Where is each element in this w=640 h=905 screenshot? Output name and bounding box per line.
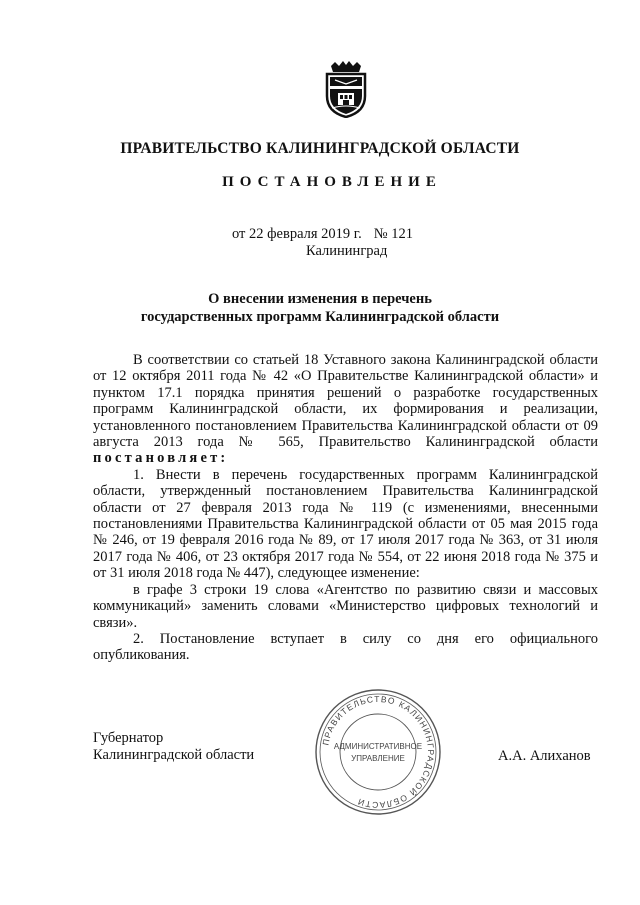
paragraph-amendment: в графе 3 строки 19 слова «Агентство по развитию связи и массовых коммуникаций» заменить словами «Министерство цифровых технологий и связи». <box>93 581 598 631</box>
svg-text:ПРАВИТЕЛЬСТВО КАЛИНИНГРАДСКОЙ <box>320 694 436 810</box>
kaliningrad-coat-of-arms-icon <box>323 60 369 118</box>
paragraph-preamble <box>93 352 598 467</box>
organization-title: ПРАВИТЕЛЬСТВО КАЛИНИНГРАДСКОЙ ОБЛАСТИ <box>120 140 520 157</box>
stamp-center-line-1: АДМИНИСТРАТИВНОЕ <box>333 742 423 751</box>
signatory-position <box>93 730 254 764</box>
position-line-1: Губернатор <box>93 730 164 746</box>
document-type: ПОСТАНОВЛЕНИЕ <box>222 174 442 190</box>
document-city: Калининград <box>306 243 388 259</box>
date-line <box>232 226 413 243</box>
document-date: от 22 февраля 2019 г. <box>232 226 362 242</box>
document-number: № 121 <box>373 226 413 242</box>
paragraph-item-2: 2. Постановление вступает в силу со дня его официального опубликования. <box>93 630 598 664</box>
subject-line-2: государственных программ Калининградской области <box>140 309 500 325</box>
stamp-ring-text: ПРАВИТЕЛЬСТВО КАЛИНИНГРАДСКОЙ ОБЛАСТИ <box>320 693 437 811</box>
document-body <box>93 352 598 664</box>
paragraph-item-1: 1. Внести в перечень государственных программ Калининградской области, утвержденный постановлением Правительства Калининградской области от 27 февраля 2013 года № 119 (с изменениями, внесенными постановлениями Правительства Калининградской области от 05 мая 2015 года № 246, от 19 февраля 2016 года № 89, от 17 июля 2017 года № 363, от 31 июля 2017 года № 406, от 23 октября 2017 года № 554, от 22 июня 2018 года № 375 и от 31 июля 2018 года № 447), следующее изменение: <box>93 466 598 582</box>
resolves-word: постановляет: <box>93 450 229 467</box>
preamble-text: В соответствии со статьей 18 Уставного закона Калининградской области от 12 октября 2011 года № 42 «О Правительстве Калининградской области» и пунктом 17.1 порядка принятия решений о разработке государственных программ Калининградской области, их формирования и реализации, установленного постановлением Правительства Калининградской области от 09 августа 2013 года № 565, Правительство Калининградской области <box>93 352 598 451</box>
signatory-name: А.А. Алиханов <box>498 748 591 764</box>
official-round-stamp-icon <box>312 686 444 818</box>
position-line-2: Калининградской области <box>93 747 255 763</box>
stamp-center-line-2: УПРАВЛЕНИЕ <box>351 754 405 763</box>
subject-line-1: О внесении изменения в перечень <box>208 291 432 307</box>
